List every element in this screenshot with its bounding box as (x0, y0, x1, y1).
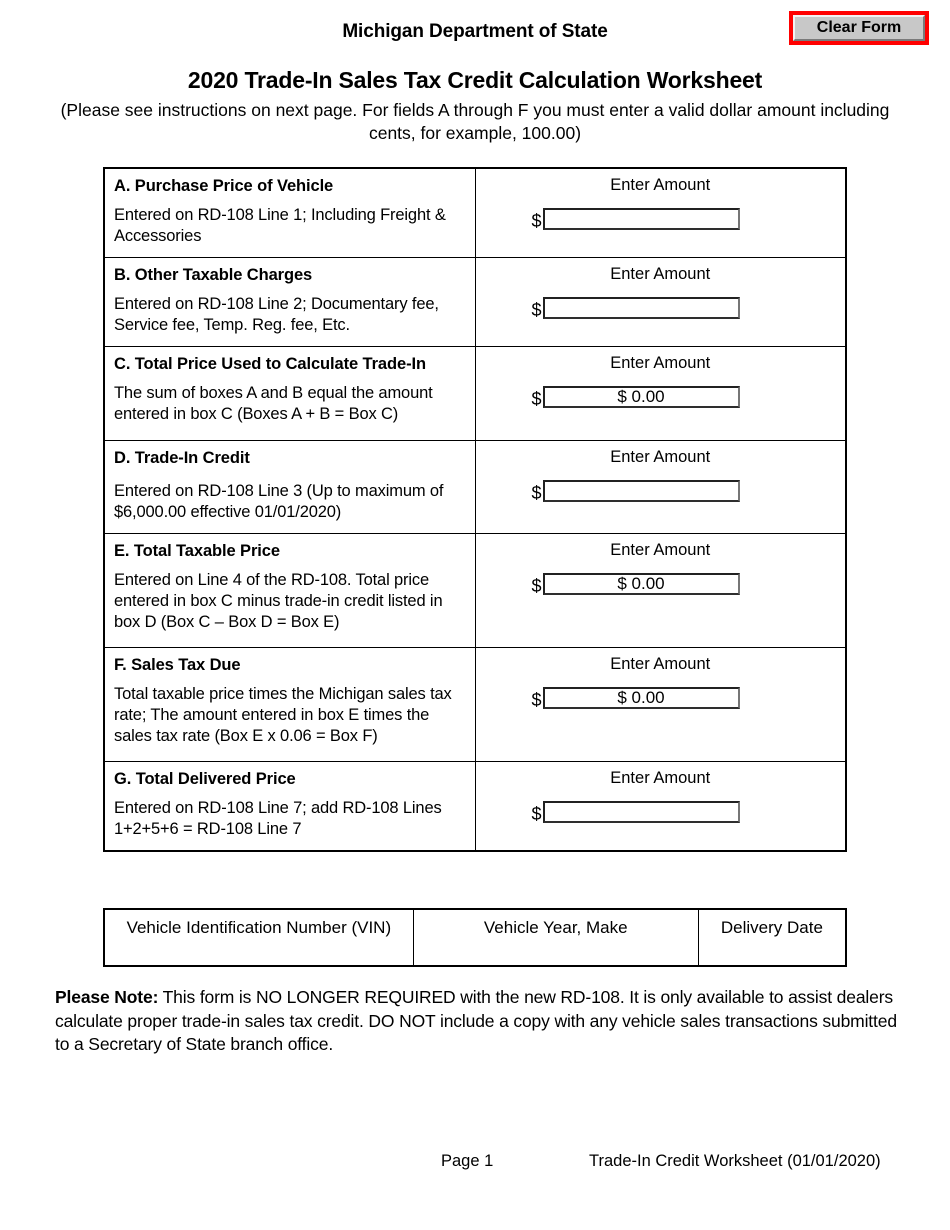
clear-form-button[interactable]: Clear Form (793, 15, 925, 41)
row-description-c: The sum of boxes A and B equal the amount entered in box C (Boxes A + B = Box C) (114, 384, 433, 423)
row-description-d: Entered on RD-108 Line 3 (Up to maximum of $6,000.00 effective 01/01/2020) (114, 482, 444, 521)
amount-input-a[interactable] (543, 208, 740, 230)
amount-input-f (543, 687, 740, 709)
table-row (104, 168, 846, 258)
page-subtitle: (Please see instructions on next page. For fields A through F you must enter a valid dollar amount including cents, for example, 100.00) (60, 100, 890, 143)
table-row (104, 909, 846, 966)
amount-input-d[interactable] (543, 480, 740, 502)
enter-amount-label-e: Enter Amount (610, 541, 711, 559)
amount-entry-e (476, 573, 846, 595)
page-number: Page 1 (441, 1152, 494, 1170)
clear-form-highlight (789, 11, 929, 45)
please-note-label: Please Note: (55, 987, 159, 1007)
row-title-c: C. Total Price Used to Calculate Trade-In (114, 355, 426, 373)
row-title-g: G. Total Delivered Price (114, 770, 296, 788)
row-amount-cell-c (475, 347, 846, 441)
enter-amount-label-g: Enter Amount (610, 769, 711, 787)
row-description-f: Total taxable price times the Michigan sales tax rate; The amount entered in box E times the sales tax rate (Box E x 0.06 = Box F) (114, 685, 452, 745)
dollar-sign-icon: $ (531, 483, 542, 503)
row-label-cell-c (104, 347, 475, 441)
row-title-a: A. Purchase Price of Vehicle (114, 177, 334, 195)
page-header (0, 0, 950, 62)
row-amount-cell-e (475, 534, 846, 648)
row-label-cell-a (104, 168, 475, 258)
agency-title: Michigan Department of State (342, 21, 608, 42)
row-amount-cell-a (475, 168, 846, 258)
amount-entry-d (476, 480, 846, 502)
table-row (104, 648, 846, 762)
row-label-cell-b (104, 258, 475, 347)
row-description-a: Entered on RD-108 Line 1; Including Freight & Accessories (114, 206, 446, 245)
table-row (104, 347, 846, 441)
enter-amount-label-c: Enter Amount (610, 354, 711, 372)
amount-entry-a (476, 208, 846, 230)
row-title-f: F. Sales Tax Due (114, 656, 241, 674)
dollar-sign-icon: $ (531, 576, 542, 596)
worksheet-table (103, 167, 847, 852)
amount-entry-b (476, 297, 846, 319)
row-description-b: Entered on RD-108 Line 2; Documentary fee, Service fee, Temp. Reg. fee, Etc. (114, 295, 439, 334)
vehicle-year-make-header-cell[interactable]: Vehicle Year, Make (413, 909, 698, 966)
row-amount-cell-d (475, 441, 846, 534)
please-note-text: This form is NO LONGER REQUIRED with the new RD-108. It is only available to assist dealers calculate proper trade-in sales tax credit. DO NOT include a copy with any vehicle sales transactions submitted to a Secretary of State branch office. (55, 987, 897, 1054)
amount-entry-g (476, 801, 846, 823)
row-amount-cell-g (475, 762, 846, 852)
amount-entry-f (476, 687, 846, 709)
enter-amount-label-f: Enter Amount (610, 655, 711, 673)
table-row (104, 258, 846, 347)
row-description-e: Entered on Line 4 of the RD-108. Total price entered in box C minus trade-in credit listed in box D (Box C – Box D = Box E) (114, 571, 443, 631)
enter-amount-label-d: Enter Amount (610, 448, 711, 466)
row-description-g: Entered on RD-108 Line 7; add RD-108 Lines 1+2+5+6 = RD-108 Line 7 (114, 799, 442, 838)
row-label-cell-d (104, 441, 475, 534)
dollar-sign-icon: $ (531, 690, 542, 710)
amount-input-b[interactable] (543, 297, 740, 319)
table-row (104, 441, 846, 534)
row-title-e: E. Total Taxable Price (114, 542, 280, 560)
form-identifier: Trade-In Credit Worksheet (01/01/2020) (589, 1152, 881, 1170)
table-row (104, 762, 846, 852)
dollar-sign-icon: $ (531, 804, 542, 824)
row-amount-cell-b (475, 258, 846, 347)
table-row (104, 534, 846, 648)
row-label-cell-e (104, 534, 475, 648)
page-title: 2020 Trade-In Sales Tax Credit Calculation Worksheet (187, 67, 763, 93)
row-amount-cell-f (475, 648, 846, 762)
amount-entry-c (476, 386, 846, 408)
row-title-d: D. Trade-In Credit (114, 449, 250, 467)
amount-input-g[interactable] (543, 801, 740, 823)
row-title-b: B. Other Taxable Charges (114, 266, 313, 284)
vehicle-info-table (103, 908, 847, 967)
row-label-cell-g (104, 762, 475, 852)
please-note-block (55, 986, 905, 1057)
dollar-sign-icon: $ (531, 389, 542, 409)
page-footer (0, 1152, 950, 1176)
vin-header-cell[interactable]: Vehicle Identification Number (VIN) (104, 909, 413, 966)
dollar-sign-icon: $ (531, 300, 542, 320)
enter-amount-label-a: Enter Amount (610, 176, 711, 194)
amount-input-e (543, 573, 740, 595)
enter-amount-label-b: Enter Amount (610, 265, 711, 283)
delivery-date-header-cell[interactable]: Delivery Date (698, 909, 846, 966)
amount-input-c (543, 386, 740, 408)
row-label-cell-f (104, 648, 475, 762)
dollar-sign-icon: $ (531, 211, 542, 231)
